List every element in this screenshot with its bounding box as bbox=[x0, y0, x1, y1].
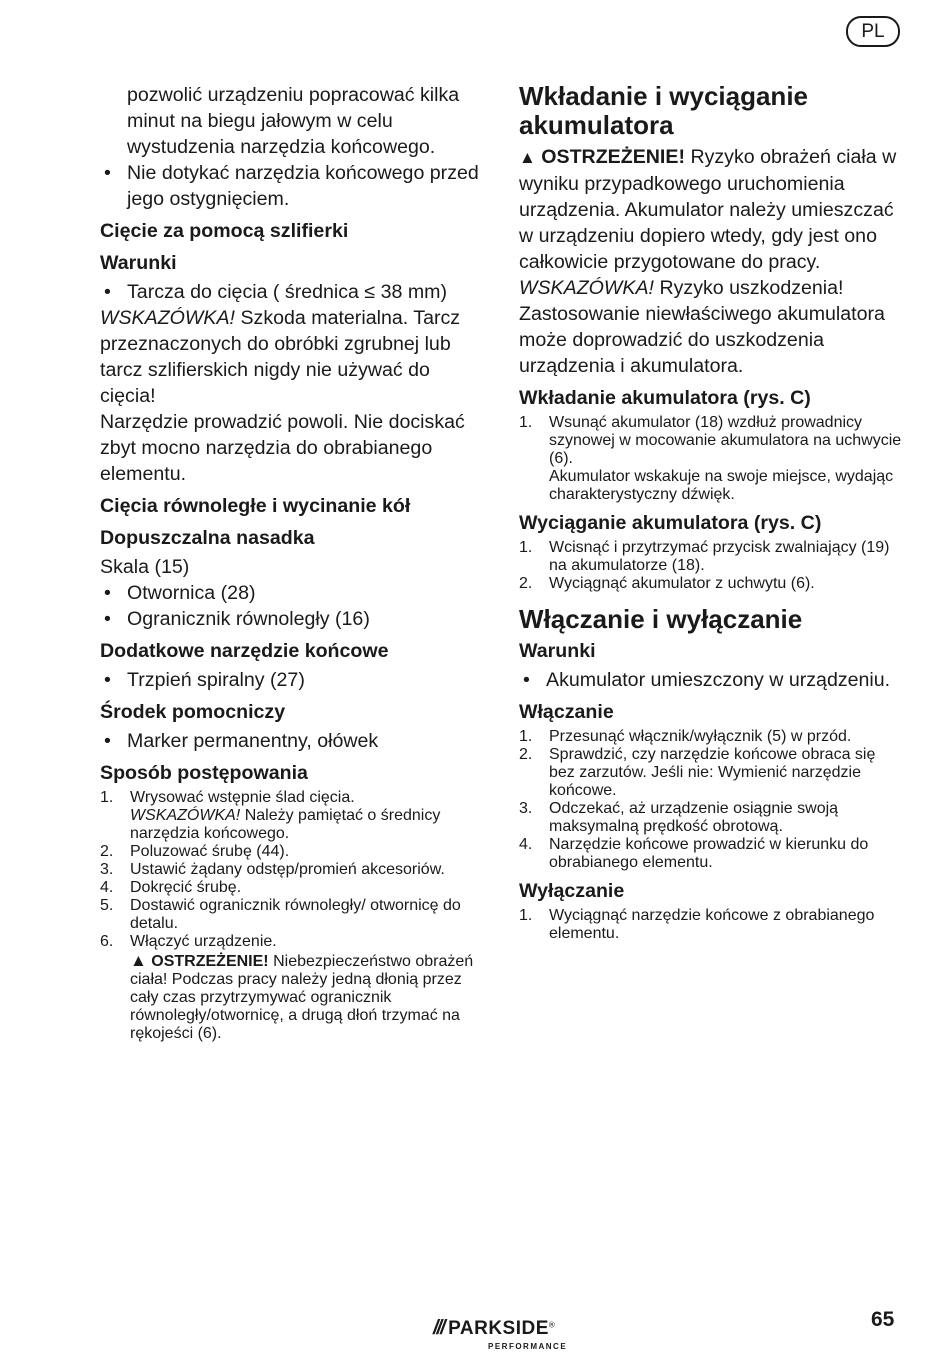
subheading-off: Wyłączanie bbox=[519, 880, 625, 902]
warning-label: ▲ OSTRZEŻENIE! bbox=[130, 951, 269, 970]
step-item: 1. Wcisnąć i przytrzymać przycisk zwalniający (19) na akumulatorze (18). bbox=[519, 539, 890, 574]
step-item: 1. Wyciągnąć narzędzie końcowe z obrabianego elementu. bbox=[519, 907, 875, 942]
step-item: 4. Dokręcić śrubę. bbox=[100, 879, 242, 896]
subheading-requirements: Warunki bbox=[100, 252, 177, 274]
continued-text: pozwolić urządzeniu popracować kilka minut na biegu jałowym w celu wystudzenia narzędzia końcowego. bbox=[127, 84, 460, 158]
list-item: • Nie dotykać narzędzia końcowego przed jego ostygnięciem. bbox=[104, 162, 479, 210]
section-heading-parallel: Cięcia równoległe i wycinanie kół bbox=[100, 495, 411, 517]
step-item: 3. Ustawić żądany odstęp/promień akcesoriów. bbox=[100, 861, 445, 878]
step-item: 2. Sprawdzić, czy narzędzie końcowe obraca się bez zarzutów. Jeśli nie: Wymienić narzędzie końcowe. bbox=[519, 746, 876, 799]
note-paragraph: WSKAZÓWKA! Ryzyko uszkodzenia! Zastosowanie niewłaściwego akumulatora może doprowadzić do uszkodzenia urządzenia i akumulatora. bbox=[519, 277, 885, 377]
subheading-on: Włączanie bbox=[519, 701, 614, 723]
step-item: 1. Wsunąć akumulator (18) wzdłuż prowadnicy szynowej w mocowanie akumulatora na uchwycie (6). Akumulator wskakuje na swoje miejsce, wydając charakterystyczny dźwięk. bbox=[519, 414, 902, 503]
step-item: 4. Narzędzie końcowe prowadzić w kierunku do obrabianego elementu. bbox=[519, 836, 869, 871]
list-item: • Marker permanentny, ołówek bbox=[104, 730, 379, 752]
list-item: • Akumulator umieszczony w urządzeniu. bbox=[523, 669, 891, 691]
page-number: 65 bbox=[871, 1308, 895, 1331]
warning-triangle-icon: ▲ bbox=[519, 148, 536, 167]
warning-paragraph: ▲ OSTRZEŻENIE! Ryzyko obrażeń ciała w wyniku przypadkowego uruchomienia urządzenia. Akumulator należy umieszczać w urządzeniu dopiero wtedy, gdy jest ono całkowicie przygotowane do pracy. bbox=[519, 146, 897, 273]
step-item: 2. Wyciągnąć akumulator z uchwytu (6). bbox=[519, 575, 815, 592]
warning-triangle-icon: ▲ bbox=[130, 951, 147, 970]
subheading-procedure: Sposób postępowania bbox=[100, 762, 308, 784]
note-paragraph: WSKAZÓWKA! Szkoda materialna. Tarcz przeznaczonych do obróbki zgrubnej lub tarcz szlifierskich nigdy nie używać do cięcia! bbox=[100, 307, 461, 407]
step-item: 5. Dostawić ogranicznik równoległy/ otwornicę do detalu. bbox=[100, 897, 461, 932]
step-item: 1. Przesunąć włącznik/wyłącznik (5) w przód. bbox=[519, 728, 852, 745]
subheading-tool: Dodatkowe narzędzie końcowe bbox=[100, 640, 389, 662]
scale-text: Skala (15) bbox=[100, 556, 190, 578]
guide-paragraph: Narzędzie prowadzić powoli. Nie dociskać zbyt mocno narzędzia do obrabianego elementu. bbox=[100, 411, 465, 485]
subheading-auxiliary: Środek pomocniczy bbox=[100, 701, 286, 723]
section-heading-battery: Wkładanie i wyciąganie akumulatora bbox=[519, 81, 808, 140]
language-badge: PL bbox=[846, 16, 900, 47]
section-heading-cutting: Cięcie za pomocą szlifierki bbox=[100, 220, 349, 242]
list-item: • Trzpień spiralny (27) bbox=[104, 669, 305, 691]
subheading-attachment: Dopuszczalna nasadka bbox=[100, 527, 315, 549]
step-item: 1. Wrysować wstępnie ślad cięcia. WSKAZÓWKA! Należy pamiętać o średnicy narzędzia końcowego. bbox=[100, 789, 441, 842]
list-item: • Tarcza do cięcia ( średnica ≤ 38 mm) bbox=[104, 281, 448, 303]
step-item: 2. Poluzować śrubę (44). bbox=[100, 843, 290, 860]
step-item: 3. Odczekać, aż urządzenie osiągnie swoją maksymalną prędkość obrotową. bbox=[519, 800, 839, 835]
subheading-requirements: Warunki bbox=[519, 640, 596, 662]
list-item: • Otwornica (28) bbox=[104, 582, 256, 604]
right-column bbox=[519, 82, 904, 943]
brand-logo: /// PARKSIDE® PERFORMANCE bbox=[433, 1317, 568, 1351]
subheading-remove: Wyciąganie akumulatora (rys. C) bbox=[519, 512, 822, 534]
left-column bbox=[100, 82, 485, 1043]
list-item: • Ogranicznik równoległy (16) bbox=[104, 608, 370, 630]
subheading-insert: Wkładanie akumulatora (rys. C) bbox=[519, 387, 811, 409]
step-item: 6. Włączyć urządzenie. ▲ OSTRZEŻENIE! Niebezpieczeństwo obrażeń ciała! Podczas pracy należy jedną dłonią przez cały czas przytrzymywać ogranicznik równoległy/otwornicę, a drugą dłoń trzymać na rękojeści (6). bbox=[100, 933, 474, 1042]
section-heading-onoff: Włączanie i wyłączanie bbox=[519, 604, 803, 634]
